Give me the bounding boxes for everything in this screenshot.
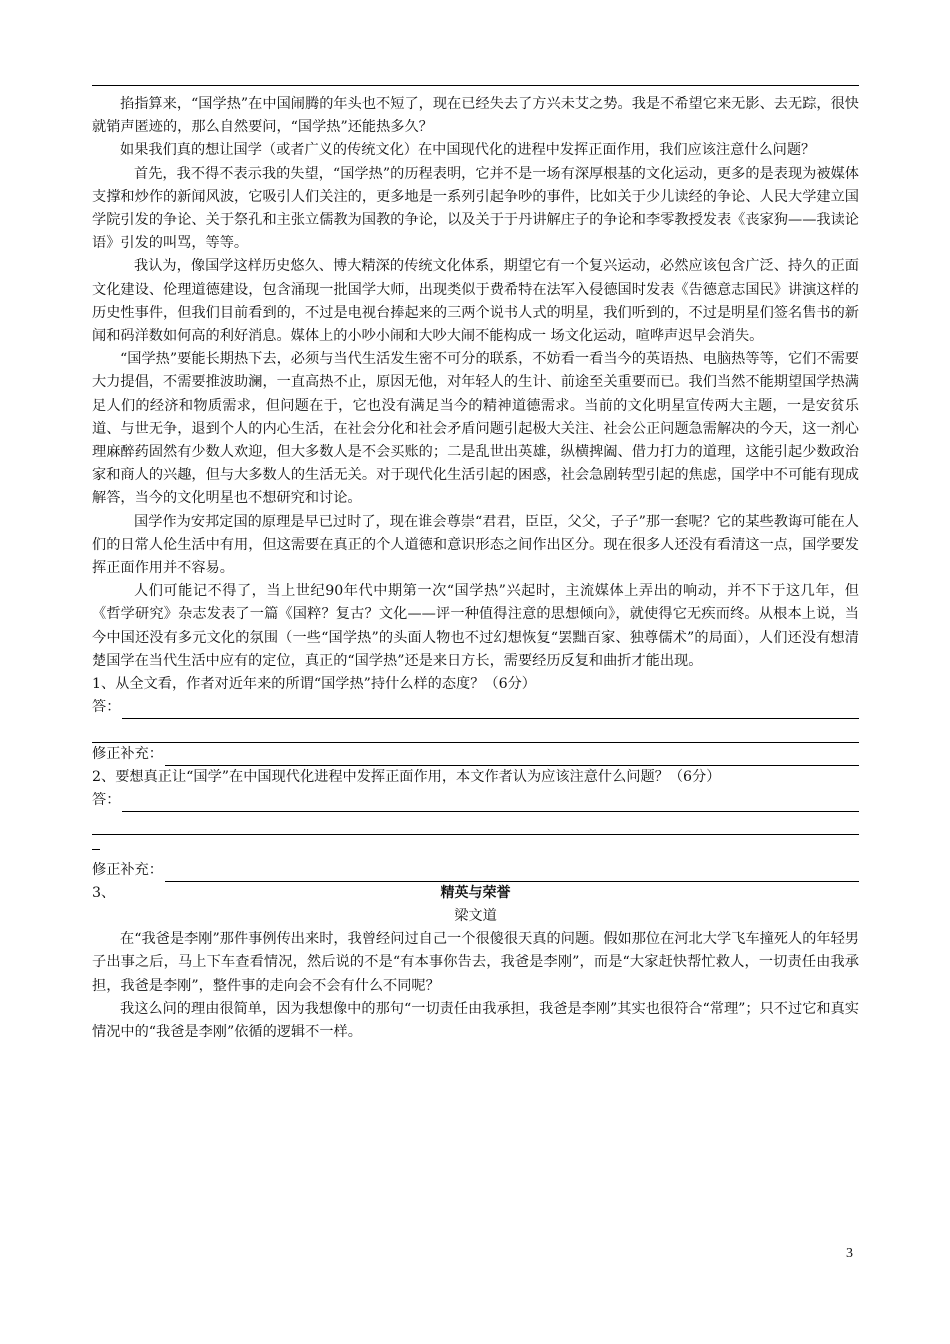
header-rule bbox=[92, 85, 859, 86]
answer-1-blank-line[interactable] bbox=[92, 719, 859, 742]
section-3-heading: 3、 精英与荣誉 bbox=[92, 882, 859, 905]
page-number: 3 bbox=[846, 1246, 853, 1261]
answer-label: 答： bbox=[92, 792, 121, 809]
answer-2-row bbox=[92, 789, 859, 812]
revise-label: 修正补充： bbox=[92, 861, 163, 878]
answer-1-row bbox=[92, 696, 859, 719]
paragraph-4: 我认为，像国学这样历史悠久、博大精深的传统文化体系，期望它有一个复兴运动，必然应该包含广泛、持久的正面文化建设、伦理道德建设，包含涌现一批国学大师，出现类似于费希特在法军入侵德国时发表《告德意志国民》讲演这样的历史性事件，但我们目前看到的，不过是电视台捧起来的三两个说书人式的明星，我们听到的，不过是明星们签名售书的新闻和码洋数如何高的利好消息。媒体上的小吵小闹和大吵大闹不能构成一 场文化运动，喧哗声迟早会消失。 bbox=[92, 258, 859, 345]
revise-label: 修正补充： bbox=[92, 745, 163, 762]
answer-2-line[interactable] bbox=[122, 794, 859, 812]
answer-1-line[interactable] bbox=[122, 701, 859, 719]
dash-mark bbox=[92, 849, 100, 850]
answer-label: 答： bbox=[92, 699, 121, 716]
section-3-paragraph-1: 在“我爸是李刚”那件事例传出来时，我曾经问过自己一个很傻很天真的问题。假如那位在河北大学飞车撞死人的年轻男子出事之后，马上下车查看情况，然后说的不是“有本事你告去，我爸是李刚”，而是“大家赶快帮忙救人，一切责任由我承担，我爸是李刚”，整件事的走向会不会有什么不同呢？ bbox=[92, 931, 859, 994]
paragraph-5: “国学热”要能长期热下去，必须与当代生活发生密不可分的联系，不妨看一看当今的英语热、电脑热等等，它们不需要大力提倡，不需要推波助澜，一直高热不止，原因无他，对年轻人的生计、前途至关重要而已。我们当然不能期望国学热满足人们的经济和物质需求，但问题在于，它也没有满足当今的精神道德需求。当前的文化明星宣传两大主题，一是安贫乐道、与世无争，退到个人的内心生活，在社会分化和社会矛盾问题引起极大关注、社会公正问题急需解决的今天，这一剂心理麻醉药固然有少数人欢迎，但大多数人是不会买账的；二是乱世出英雄，纵横捭阖、借力打力的道理，这能引起少数政治家和商人的兴趣，但与大多数人的生活无关。对于现代化生活引起的困惑，社会急剧转型引起的焦虑，国学中不可能有现成解答，当今的文化明星也不想研究和讨论。 bbox=[92, 351, 859, 507]
revise-1-line[interactable] bbox=[165, 748, 859, 766]
answer-2-blank-line[interactable] bbox=[92, 812, 859, 835]
question-2: 2、要想真正让“国学”在中国现代化进程中发挥正面作用，本文作者认为应该注意什么问题？（6分） bbox=[92, 768, 721, 785]
section-3-paragraph-2: 我这么问的理由很简单，因为我想像中的那句“一切责任由我承担，我爸是李刚”其实也很符合“常理”；只不过它和真实情况中的“我爸是李刚”依循的逻辑不一样。 bbox=[92, 1000, 859, 1040]
answer-2-dash-row bbox=[92, 835, 859, 858]
paragraph-2: 如果我们真的想让国学（或者广义的传统文化）在中国现代化的进程中发挥正面作用，我们应该注意什么问题？ bbox=[120, 142, 816, 159]
question-1: 1、从全文看，作者对近年来的所谓“国学热”持什么样的态度？（6分） bbox=[92, 676, 536, 693]
section-3-title: 精英与荣誉 bbox=[440, 884, 511, 901]
paragraph-1: 掐指算来，“国学热”在中国闹腾的年头也不短了，现在已经失去了方兴未艾之势。我是不希望它来无影、去无踪，很快就销声匿迹的，那么自然要问，“国学热”还能热多久？ bbox=[92, 96, 859, 136]
revise-1-row bbox=[92, 743, 859, 766]
paragraph-6: 国学作为安邦定国的原理是早已过时了，现在谁会尊崇“君君，臣臣，父父，子子”那一套呢？它的某些教诲可能在人们的日常人伦生活中有用，但这需要在真正的个人道德和意识形态之间作出区分。现在很多人还没有看清这一点，国学要发挥正面作用并不容易。 bbox=[92, 513, 859, 577]
revise-2-row bbox=[92, 859, 859, 882]
page-content bbox=[92, 93, 859, 1044]
paragraph-3: 首先，我不得不表示我的失望，“国学热”的历程表明，它并不是一场有深厚根基的文化运动，更多的是表现为被媒体支撑和炒作的新闻风波，它吸引人们关注的，更多地是一系列引起争吵的事件，比如关于少儿读经的争论、人民大学建立国学院引发的争论、关于祭孔和主张立儒教为国教的争论，以及关于于丹讲解庄子的争论和李零教授发表《丧家狗——我读论语》引发的叫骂，等等。 bbox=[92, 165, 859, 252]
paragraph-7: 人们可能记不得了，当上世纪90年代中期第一次“国学热”兴起时，主流媒体上弄出的响动，并不下于这几年，但《哲学研究》杂志发表了一篇《国粹？复古？文化——评一种值得注意的思想倾向》，就使得它无疾而终。从根本上说，当今中国还没有多元文化的氛围（一些“国学热”的头面人物也不过幻想恢复“罢黜百家、独尊儒术”的局面），人们还没有想清楚国学在当代生活中应有的定位，真正的“国学热”还是来日方长，需要经历反复和曲折才能出现。 bbox=[92, 583, 859, 669]
section-3-author: 梁文道 bbox=[454, 907, 497, 924]
revise-2-line[interactable] bbox=[165, 864, 859, 882]
